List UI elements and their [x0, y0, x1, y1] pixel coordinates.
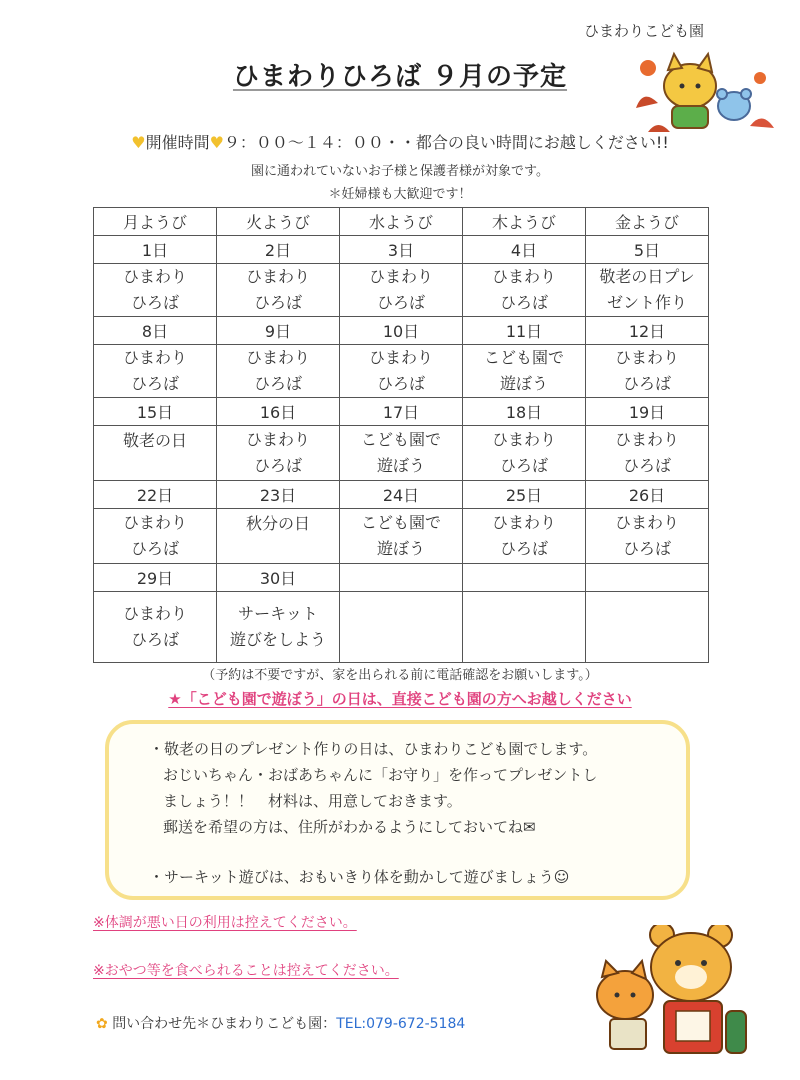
date-cell: [463, 564, 586, 592]
date-cell: 11日: [463, 317, 586, 345]
activity-cell: [586, 345, 709, 398]
contact-label: 問い合わせ先＊ひまわりこども園：: [112, 1016, 337, 1032]
day-header: 金ようび: [586, 208, 709, 236]
activity-cell: [217, 426, 340, 481]
heart-icon: ♥: [131, 133, 146, 152]
reservation-note: （予約は不要ですが、家を出られる前に電話確認をお願いします。）: [202, 668, 598, 683]
activity-line: ひまわり: [245, 267, 310, 286]
date-cell: 25日: [463, 481, 586, 509]
highlight-note: ★「こども園で遊ぼう」の日は、直接こども園の方へお越しください: [168, 690, 632, 708]
activity-row: [94, 426, 709, 481]
date-cell: 5日: [586, 236, 709, 264]
date-cell: 29日: [94, 564, 217, 592]
cat-mascot-illustration: [628, 48, 778, 138]
target-audience-text: 園に通われていないお子様と保護者様が対象です。: [251, 164, 549, 179]
activity-line: ひろば: [622, 539, 671, 558]
info-box-line: おじいちゃん・おばあちゃんに「お守り」を作ってプレゼントし: [163, 766, 598, 784]
activity-cell: [94, 345, 217, 398]
activity-cell: [94, 509, 217, 564]
activity-cell: [94, 592, 217, 663]
activity-line: ひろば: [376, 293, 425, 312]
activity-cell-special: [340, 426, 463, 481]
activity-line: ひろば: [376, 374, 425, 393]
activity-line: ひろば: [499, 293, 548, 312]
activity-line: ゼント作り: [606, 293, 687, 312]
date-cell: 3日: [340, 236, 463, 264]
day-header: 水ようび: [340, 208, 463, 236]
date-cell: 18日: [463, 398, 586, 426]
sunflower-icon: ✿: [96, 1016, 108, 1032]
org-name: ひまわりこども園: [583, 22, 704, 40]
activity-cell-holiday: [94, 426, 217, 481]
date-cell: 12日: [586, 317, 709, 345]
activity-line: 遊ぼう: [376, 456, 425, 475]
info-box: [105, 720, 690, 900]
activity-line: ひろば: [130, 630, 179, 649]
activity-cell: [586, 426, 709, 481]
date-cell: 24日: [340, 481, 463, 509]
activity-line: ひろば: [130, 374, 179, 393]
calendar-header-row: [94, 208, 709, 236]
date-cell: [340, 564, 463, 592]
activity-line: こども園で: [360, 513, 441, 532]
info-box-line: ・サーキット遊びは、おもいきり体を動かして遊びましょう☺: [149, 868, 570, 886]
date-cell: 26日: [586, 481, 709, 509]
activity-row: [94, 345, 709, 398]
date-cell: 16日: [217, 398, 340, 426]
activity-line: ひまわり: [614, 513, 679, 532]
opening-hours-label: 開催時間: [145, 133, 210, 152]
date-cell: 9日: [217, 317, 340, 345]
date-row: [94, 317, 709, 345]
activity-cell-empty: [586, 592, 709, 663]
activity-line: 敬老の日プレ: [599, 267, 695, 286]
activity-cell-special: [463, 345, 586, 398]
date-cell: 2日: [217, 236, 340, 264]
activity-line: サーキット: [238, 604, 318, 623]
info-box-line: 郵送を希望の方は、住所がわかるようにしておいてね✉: [163, 818, 536, 836]
activity-cell: [217, 345, 340, 398]
activity-line: 遊ぼう: [499, 374, 548, 393]
date-cell: 10日: [340, 317, 463, 345]
activity-line: こども園で: [483, 348, 564, 367]
date-cell: 30日: [217, 564, 340, 592]
activity-cell: [463, 264, 586, 317]
activity-line: ひまわり: [614, 348, 679, 367]
activity-line: 遊びをしよう: [229, 630, 326, 649]
date-cell: 22日: [94, 481, 217, 509]
date-cell: 15日: [94, 398, 217, 426]
activity-cell: [217, 264, 340, 317]
date-row: [94, 481, 709, 509]
contact-info: [96, 1013, 465, 1033]
warning-text: ※体調が悪い日の利用は控えてください。: [93, 915, 357, 931]
activity-cell: [463, 426, 586, 481]
activity-line: ひろば: [253, 293, 302, 312]
activity-line: ひろば: [130, 293, 179, 312]
activity-line: ひろば: [253, 374, 302, 393]
date-cell: 23日: [217, 481, 340, 509]
activity-line: ひろば: [130, 539, 179, 558]
activity-cell: [94, 264, 217, 317]
info-box-line: ・敬老の日のプレゼント作りの日は、ひまわりこども園でします。: [149, 740, 598, 758]
activity-row: [94, 592, 709, 663]
activity-cell: [586, 509, 709, 564]
activity-cell-special: [586, 264, 709, 317]
activity-line: ひまわり: [491, 513, 556, 532]
date-row: [94, 398, 709, 426]
date-cell: 8日: [94, 317, 217, 345]
activity-cell: [463, 509, 586, 564]
date-cell: 4日: [463, 236, 586, 264]
day-header: 月ようび: [94, 208, 217, 236]
heart-icon: ♥: [209, 133, 224, 152]
activity-line: ひまわり: [245, 430, 310, 449]
date-row: [94, 236, 709, 264]
activity-cell: [340, 264, 463, 317]
date-row: [94, 564, 709, 592]
day-header: 木ようび: [463, 208, 586, 236]
activity-cell: [340, 345, 463, 398]
date-cell: [586, 564, 709, 592]
activity-line: ひまわり: [122, 513, 187, 532]
activity-line: 秋分の日: [245, 514, 310, 533]
activity-line: ひろば: [622, 456, 671, 475]
activity-line: ひまわり: [368, 348, 433, 367]
activity-line: ひろば: [499, 539, 548, 558]
activity-cell-empty: [463, 592, 586, 663]
activity-line: 遊ぼう: [376, 539, 425, 558]
warning-text: ※おやつ等を食べられることは控えてください。: [93, 963, 399, 979]
activity-line: ひろば: [622, 374, 671, 393]
phone-number: TEL:079-672-5184: [336, 1016, 466, 1032]
date-cell: 1日: [94, 236, 217, 264]
activity-cell-special: [217, 592, 340, 663]
bear-mascot-illustration: [580, 925, 760, 1065]
pregnant-welcome-text: ＊妊婦様も大歓迎です！: [328, 187, 472, 202]
activity-cell-special: [340, 509, 463, 564]
activity-line: 敬老の日: [122, 431, 187, 450]
date-cell: 17日: [340, 398, 463, 426]
opening-hours-text: ９：００～１４：００・・都合の良い時間にお越しください!!: [223, 133, 669, 152]
activity-cell-empty: [340, 592, 463, 663]
activity-line: ひまわり: [122, 267, 187, 286]
page-title-text: ひまわりひろば ９月の予定: [232, 62, 568, 92]
activity-line: ひまわり: [122, 348, 187, 367]
activity-line: ひまわり: [122, 604, 187, 623]
activity-line: ひまわり: [614, 430, 679, 449]
day-header: 火ようび: [217, 208, 340, 236]
activity-row: [94, 509, 709, 564]
activity-line: こども園で: [360, 430, 441, 449]
activity-row: [94, 264, 709, 317]
opening-hours: [0, 130, 800, 153]
activity-line: ひろば: [499, 456, 548, 475]
activity-line: ひまわり: [368, 267, 433, 286]
activity-line: ひまわり: [491, 267, 556, 286]
activity-line: ひまわり: [491, 430, 556, 449]
activity-line: ひまわり: [245, 348, 310, 367]
info-box-line: ましょう！！ 材料は、用意しておきます。: [163, 792, 462, 810]
date-cell: 19日: [586, 398, 709, 426]
schedule-calendar: [93, 207, 709, 663]
activity-line: ひろば: [253, 456, 302, 475]
activity-cell-holiday: [217, 509, 340, 564]
